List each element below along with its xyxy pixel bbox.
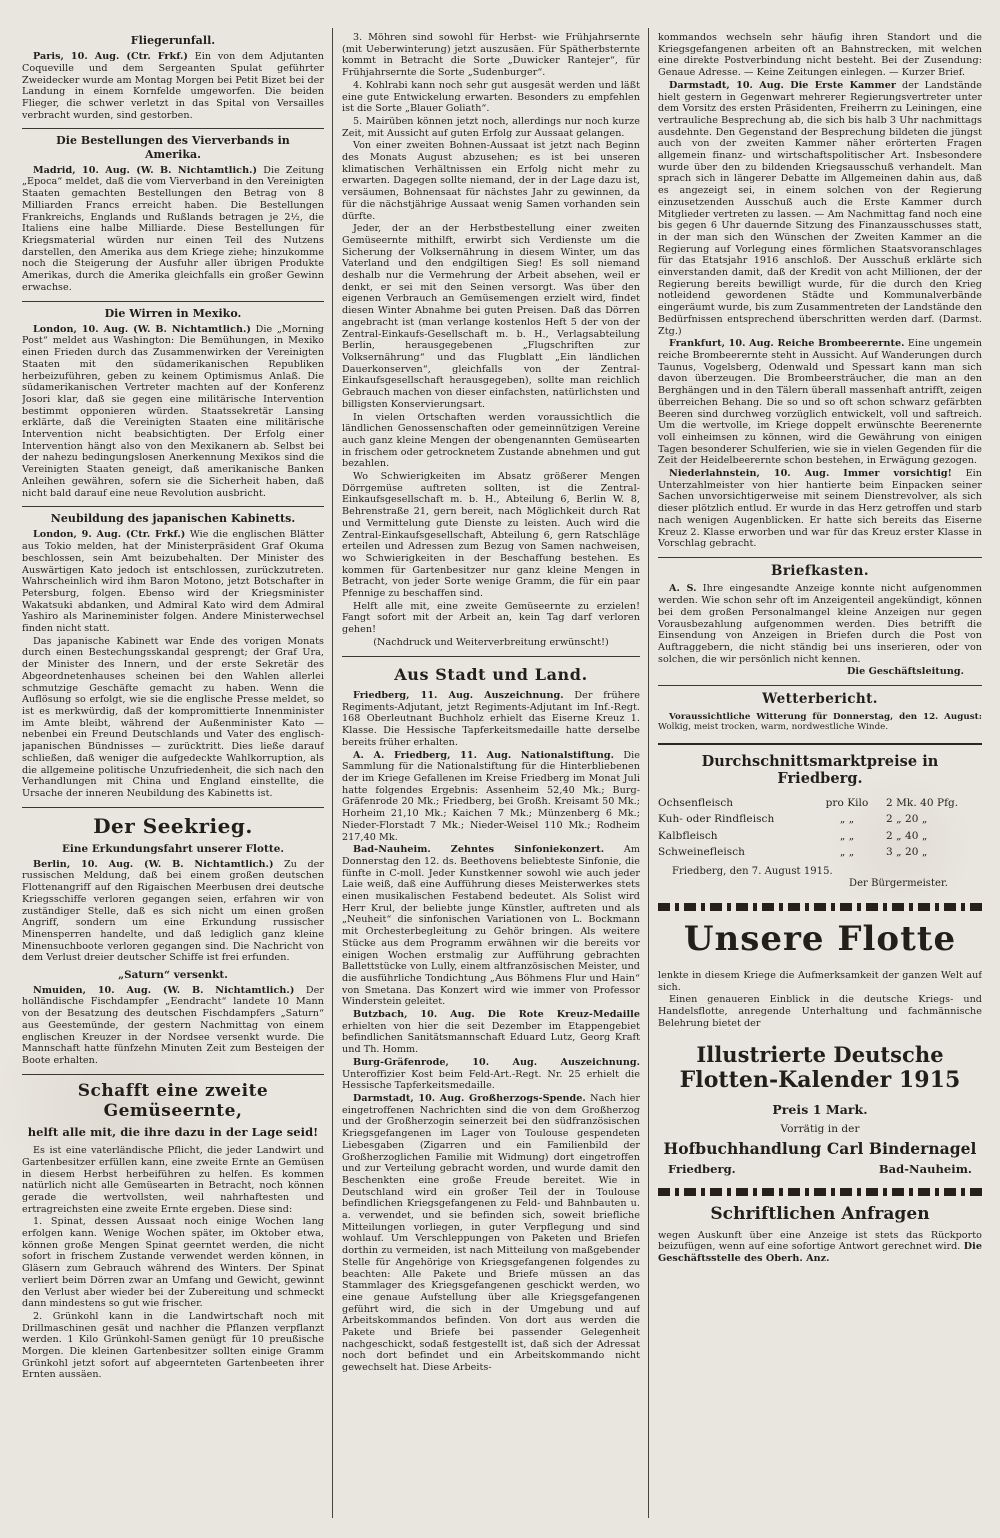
newspaper-column-2 xyxy=(342,32,640,1518)
article-paragraph: Helft alle mit, eine zweite Gemüseernte zu erzielen! Fangt sofort mit der Arbeit an, kein Tag darf verloren gehen! xyxy=(342,600,640,636)
dateline: Paris, 10. Aug. (Ctr. Frkf.) xyxy=(33,51,189,63)
price-unit: „ „ xyxy=(839,829,855,842)
news-item-niederlahnstein xyxy=(658,468,982,550)
ad-price: Preis 1 Mark. xyxy=(772,1101,868,1117)
article-paragraph xyxy=(22,51,324,121)
newspaper-column-3 xyxy=(658,32,982,1518)
section-divider xyxy=(22,506,324,507)
section-divider xyxy=(22,128,324,129)
ad-text: Einen genaueren Einblick in die deutsche Kriegs- und Handelsflotte, anregende Unterhaltung und fachmännische Belehrung bietet der xyxy=(658,994,982,1029)
subheading-gemueseernte: helft alle mit, die ihre dazu in der Lage seid! xyxy=(27,1125,319,1140)
article-paragraph: Jeder, der an der Herbstbestellung einer zweiten Gemüseernte mithilft, erwirbt sich Verdienste um die Sicherung der Volksernährung in diesem Winter, um das Vaterland und den endgiltigen Sieg! Es soll niemand deshalb nur die Vermehrung der Arbeit absehen, weil er denkt, er sei mit den Seinen versorgt. Was über den eigenen Verbrauch an Gemüsemengen erzielt wird, findet diesen Winter Abnahme bei guten Preisen. Daß das Dörren angebracht ist (man verlange kostenlos Heft 5 der von der Zentral-Einkaufs-Gesellschaft m. b. H., Verlagsabteilung Berlin, herausgegebenen „Flugschriften zur Volksernährung“ und das Flugblatt „Ein ländlichen Dauerkonserven“, gleichfalls von der Zentral-Einkaufsgesellschaft herausgegeben), sollte man reichlich Gebrauch machen von dieser einfachsten, natürlichsten und billigsten Konservierungsart. xyxy=(342,223,640,410)
article-text: Der holländische Fischdampfer „Eendracht“ landete 10 Mann von der Besatzung des deutschen Fischdampfers „Saturn“ aus Geestemünde, der gestern Nachmittag von einem englischen Kreuzer in der Nordsee versenkt wurde. Die Mannschaft hatte fünfzehn Minuten Zeit zum Besteigen der Boote erhalten. xyxy=(22,984,324,1066)
ad-availability: Vorrätig in der xyxy=(780,1123,860,1136)
article-heading-fliegerunfall: Fliegerunfall. xyxy=(130,34,216,47)
article-text: Nach hier eingetroffenen Nachrichten sind die von dem Großherzog und der Großherzogin seinerzeit bei den südfranzösischen Kriegsgefangenen im Lager von Toulouse gespendeten Liebesgaben (Zigarren und ein Familienbild der Großherzoglichen Familie mit Widmung) dort eingetroffen und zur Verteilung gebracht worden, und wurde damit den Beschenkten eine große Freude bereitet. Wie in Deutschland wird ein großer Teil der in Toulouse befindlichen Kriegsgefangenen zu Feld- und Bahnbauten u. a. verwendet, und sie befinden sich, soweit briefliche Mitteilungen vorliegen, in guter Verpflegung und sind wohlauf. Um Verschleppungen von Paketen und Briefen dorthin zu vermeiden, ist nach Mitteilung von maßgebender Stelle für Angehörige von Kriegsgefangenen folgendes zu beachten: Alle Pakete und Briefe müssen an das Stammlager des Kriegsgefangenen geschickt werden, wo eine genaue Aufstellung über alle Kriegsgefangenen geführt wird, die sich in der Umgebung und auf Arbeitskommandos befinden. Von dort aus werden die Pakete und Briefe bei passender Gelegenheit nachgeschickt, sodaß festgestellt ist, daß sich der Adressat noch dort befindet und ein Arbeitskommando nicht gewechselt hat. Diese Arbeits- xyxy=(342,1092,640,1374)
dateline: Friedberg, 11. Aug. Auszeichnung. xyxy=(353,690,564,702)
article-text: der Landstände hielt gestern in Gegenwart mehrerer Regierungsvertreter unter dem Vorsitz des ersten Präsidenten, Freiherrn zu Leiningen, eine vertrauliche Besprechung ab, die sich bis halb 3 Uhr nachmittags ausdehnte. Den Gegenstand der Besprechung bildeten die jüngst auch von der zweiten Kammer näher erörterten Fragen allgemein finanz- und wirtschaftspolitischer Art. Insbesondere wurde über den zu bildenden Kriegsausschuß verhandelt. Man sprach sich in längerer Debatte im Allgemeinen dahin aus, daß es angezeigt sei, in einem solchen von der Regierung einzusetzenden Ausschuß auch die Erste Kammer durch Mitglieder vertreten zu lassen. — Am Nachmittag fand noch eine bis gegen 6 Uhr dauernde Sitzung des Finanzausschusses statt, in der man sich den Wünschen der Zweiten Kammer an die Regierung auf Vorlegung eines förmlichen Staatsvoranschlages für das Etatsjahr 1916 anschloß. Der Ausschuß erklärte sich einverstanden damit, daß der Kredit von acht Millionen, der der Regierung bereits bewilligt wurde, für die durch den Krieg notleidend gewordenen Städte und Kommunalverbände eingeräumt wurde, bis zum Zusammentreten der Landstände den Bedürfnissen entsprechend überschritten werden darf. (Darmst. Ztg.) xyxy=(658,79,982,337)
market-price-row xyxy=(658,811,982,827)
section-divider xyxy=(22,301,324,302)
advertisement-flotte xyxy=(658,919,982,1176)
list-item-kohlrabi: 4. Kohlrabi kann noch sehr gut ausgesät werden und läßt eine gute Entwickelung erwarten. Besonders zu empfehlen ist die Sorte „Blauer Goliath“. xyxy=(342,79,640,115)
article-paragraph xyxy=(22,165,324,294)
section-heading-briefkasten: Briefkasten. xyxy=(771,562,869,579)
article-paragraph xyxy=(22,859,324,964)
article-heading-bestellungen: Die Bestellungen des Vierverbands in Amerika. xyxy=(56,134,290,161)
article-text: erhielten von hier die seit Dezember im Etappengebiet befindlichen Sanitätsmannschaft Eduard Lutz, Georg Kraft und Th. Homm. xyxy=(342,1020,640,1056)
section-divider xyxy=(658,685,982,686)
meat-name: Schweinefleisch xyxy=(658,845,745,858)
news-item-darmstadt-spende xyxy=(342,1093,640,1374)
newspaper-column-1 xyxy=(22,32,324,1518)
ad-location-friedberg: Friedberg. xyxy=(668,1161,736,1176)
article-heading-kabinett: Neubildung des japanischen Kabinetts. xyxy=(50,512,296,526)
dateline: Frankfurt, 10. Aug. Reiche Brombeerernte. xyxy=(669,338,905,350)
price-unit: pro Kilo xyxy=(825,797,869,810)
article-paragraph: Von einer zweiten Bohnen-Aussaat ist jetzt nach Beginn des Monats August abzusehen; es ist bei unseren klimatischen Verhältnissen ein Erfolg nicht mehr zu erwarten. Dagegen sollte niemand, der in der Lage dazu ist, versäumen, Bohnensaat für nächstes Jahr zu gewinnen, da für die nächstjährige Aussaat wenig Samen vorhanden sein dürfte. xyxy=(342,140,640,222)
section-divider xyxy=(22,1074,324,1075)
ad-store-locations xyxy=(658,1162,982,1176)
advertisement-border-bottom xyxy=(658,1188,982,1196)
ad-calendar-title-line2: Flotten-Kalender 1915 xyxy=(679,1067,961,1094)
news-item-frankfurt-brombeerernte xyxy=(658,338,982,467)
dateline: A. A. Friedberg, 11. Aug. Nationalstiftung. xyxy=(353,749,615,761)
ad-store-name: Hofbuchhandlung Carl Bindernagel xyxy=(663,1139,977,1158)
news-item-bad-nauheim-sinfoniekonzert xyxy=(342,844,640,1008)
price-value: 2 „ 40 „ xyxy=(886,829,928,842)
section-divider xyxy=(658,557,982,558)
anfragen-text xyxy=(658,1230,982,1265)
article-paragraph xyxy=(22,529,324,634)
meat-name: Kalbfleisch xyxy=(658,829,718,842)
section-heading-stadt-und-land: Aus Stadt und Land. xyxy=(394,664,588,684)
price-unit: „ „ xyxy=(839,813,855,826)
article-text: Ihre eingesandte Anzeige konnte nicht aufgenommen werden. Wie schon sehr oft im Anzeigenteil angekündigt, können bei dem großen Personalmangel kleine Anzeigen nur gegen Vorausbezahlung aufgenommen werden. Dies betrifft die Einsendung von Anzeigen in Briefen durch die Post von Auftraggebern, die nicht ständig bei uns inserieren, oder von solchen, die wir persönlich nicht kennen. xyxy=(658,583,982,665)
ad-location-bad-nauheim: Bad-Nauheim. xyxy=(878,1161,972,1176)
column-divider-left xyxy=(332,28,333,1518)
continuation-text: kommandos wechseln sehr häufig ihren Standort und die Kriegsgefangenen arbeiten oft an Bahnstrecken, mit welchen eine direkte Postverbindung nicht besteht. Bei der Zusendung: Genaue Adresse. — Keine Zeitungen einlegen. — Kurzer Brief. xyxy=(658,32,982,79)
list-item-mairueben: 5. Mairüben können jetzt noch, allerdings nur noch kurze Zeit, mit Aussicht auf guten Erfolg zur Aussaat gelangen. xyxy=(342,115,640,139)
dateline: Darmstadt, 10. Aug. Großherzogs-Spende. xyxy=(353,1092,586,1104)
article-text: Der frühere Regiments-Adjutant, jetzt Regiments-Adjutant im Inf.-Regt. 168 Oberleutnant Buchholz erhielt das Eiserne Kreuz 1. Klasse. Die Hessische Tapferkeitsmedaille hatte derselbe bereits früher erhalten. xyxy=(342,690,640,748)
news-item-friedberg-auszeichnung xyxy=(342,690,640,749)
dateline: London, 9. Aug. (Ctr. Frkf.) xyxy=(33,529,186,541)
section-heading-gemueseernte: Schafft eine zweite Gemüseernte, xyxy=(77,1080,269,1122)
article-text: Wie die englischen Blätter aus Tokio melden, hat der Ministerpräsident Graf Okuma beschlossen, sein Amt beizubehalten. Der Minister des Auswärtigen Kato jedoch ist entschlossen, zurückzutreten. Wahrscheinlich wird ihm Baron Motono, jetzt Botschafter in Petersburg, folgen. Ebenso wird der Kriegsminister Wakatsuki abdanken, und Admiral Kato wird dem Admiral Yashiro als Marineminister folgen. Andere Ministerwechsel finden nicht statt. xyxy=(22,529,324,635)
article-text: Die Sammlung für die Nationalstiftung für die Hinterbliebenen der im Kriege Gefallenen im Kreise Friedberg im Monat Juli hatte folgendes Ergebnis: Assenheim 52,40 Mk.; Burg-Gräfenrode 20 Mk.; Friedberg, bei Großh. Kreisamt 50 Mk.; Horheim 21,10 Mk.; Kaichen 7 Mk.; Münzenberg 6 Mk.; Nieder-Florstadt 7 Mk.; Nieder-Weisel 110 Mk.; Rodheim 217,40 Mk. xyxy=(342,749,640,843)
ad-title: Unsere Flotte xyxy=(683,918,957,959)
weather-text: Wolkig, meist trocken, warm, nordwestliche Winde. xyxy=(658,722,889,733)
article-text: Zu der russischen Meldung, daß bei einem großen deutschen Flottenangriff auf den Rigaischen Meerbusen drei deutsche Kriegsschiffe verloren gegangen seien, erfahren wir von zuständiger Stelle, daß es sich nicht um einen großen Angriff, sondern um eine Erkundung russischer Minensperren handelte, und daß lediglich ganz kleine Minensuchboote verloren gegangen sind. Die Nachricht von dem Verlust dreier deutscher Schiffe ist frei erfunden. xyxy=(22,858,324,964)
news-item-burg-graefenrode xyxy=(342,1057,640,1092)
ad-calendar-title-line1: Illustrierte Deutsche xyxy=(696,1041,944,1067)
market-signature: Der Bürgermeister. xyxy=(849,878,948,890)
market-prices-heading: Durchschnittsmarktpreise in Friedberg. xyxy=(701,752,939,788)
article-text: Eine ungemein reiche Brombeerernte steht in Aussicht. Auf Wanderungen durch Taunus, Vogelsberg, Odenwald und Spessart kann man sich davon überzeugen. Die Brombeersträucher, die man an den Berghängen und in den Tälern überall massenhaft antrifft, zeigen überreichen Behang. Die so und so oft schon schwarz gefärbten Beeren sind durchweg vorzüglich entwickelt, voll und saftreich. Um die wertvolle, im Kriege doppelt erwünschte Beerenernte voll einheimsen zu können, wird die Gewährung von einigen Tagen besonderer Schulferien, wie sie in vielen Gegenden für die Zeit der Heidelbeerernte schon bestehen, in Erwägung gezogen. xyxy=(658,338,982,467)
price-value: 2 „ 20 „ xyxy=(886,813,928,826)
article-paragraph: In vielen Ortschaften werden voraussichtlich die ländlichen Genossenschaften oder gemeinnützigen Vereine auch ganz kleine Mengen der obengenannten Gemüsearten in frischem oder getrocknetem Zustande abnehmen und gut bezahlen. xyxy=(342,411,640,470)
meat-name: Kuh- oder Rindfleisch xyxy=(658,813,775,826)
dateline: Butzbach, 10. Aug. Die Rote Kreuz-Medaille xyxy=(353,1009,640,1021)
article-paragraph: Das japanische Kabinett war Ende des vorigen Monats durch einen Bestechungsskandal gesprengt; der Graf Ura, der Minister des Innern, und der erste Sekretär des Abgeordnetenhauses scheinen bei den Wahlen allerlei schmutzige Geschäfte gemacht zu haben. Wenn die Auflösung so erfolgt, wie sie die englische Presse meldet, so ist es merkwürdig, daß der kompromittierte Innenminister im Amte bleibt, während der Außenminister Kato — nebenbei ein Freund Deutschlands und Vater des englisch-japanischen Bündnisses — zurücktritt. Dies ließe darauf schließen, daß weniger die aufgedeckte Wahlkorruption, als die allgemeine politische Unzufriedenheit, die sich nach den Verhandlungen mit China und England einstellte, die Ursache der inneren Neubildung des Kabinetts ist. xyxy=(22,635,324,799)
article-text: Ein von dem Adjutanten Coqueville und dem Sergeanten Spulat geführter Zweidecker wurde am Montag Morgen bei Petit Bizet bei der Landung in einem Kornfelde umgeworfen. Die beiden Flieger, die schwer verletzt in das Spital von Versailles verbracht wurden, sind gestorben. xyxy=(22,51,324,121)
list-item-moehren: 3. Möhren sind sowohl für Herbst- wie Frühjahrsernte (mit Ueberwinterung) jetzt auszusäen. Für Spätherbsternte kommt in Betracht die Sorte „Duwicker Rantejer“, für Frühjahrsernte die Sorte „Sudenburger“. xyxy=(342,32,640,79)
section-divider-heavy xyxy=(658,743,982,745)
section-divider xyxy=(22,807,324,808)
dateline: Nmuiden, 10. Aug. (W. B. Nichtamtlich.) xyxy=(33,984,295,996)
subheading-erkundungsfahrt: Eine Erkundungsfahrt unserer Flotte. xyxy=(61,843,285,855)
price-unit: „ „ xyxy=(839,845,855,858)
news-item-darmstadt-kammer xyxy=(658,80,982,337)
article-text: Unteroffizier Kost beim Feld-Art.-Regt. Nr. 25 erhielt die Hessische Tapferkeitsmedaille. xyxy=(342,1068,640,1092)
section-divider xyxy=(342,656,640,657)
anfragen-signature: Die Geschäftsstelle des Oberh. Anz. xyxy=(658,1241,982,1265)
anfragen-body: wegen Auskunft über eine Anzeige ist stets das Rückporto beizufügen, wenn auf eine sofortige Antwort gerechnet wird. xyxy=(658,1229,982,1253)
dateline: Burg-Gräfenrode, 10. Aug. Auszeichnung. xyxy=(353,1056,640,1068)
section-heading-anfragen: Schriftlichen Anfragen xyxy=(710,1203,930,1224)
meat-name: Ochsenfleisch xyxy=(658,797,734,810)
ad-text: lenkte in diesem Kriege die Aufmerksamkeit der ganzen Welt auf sich. xyxy=(658,970,982,993)
market-price-row xyxy=(658,828,982,844)
article-text: Ein Unterzahlmeister von hier hantierte beim Einpacken seiner Sachen unvorsichtigerweise mit seinem Dienstrevolver, als sich dieser plötzlich entlud. Er wurde in das Herz getroffen und starb nach wenigen Augenblicken. Er hatte sich bereits das Eiserne Kreuz 2. Klasse erworben und war für das Kreuz erster Klasse in Vorschlag gebracht. xyxy=(658,468,982,550)
price-value: 3 „ 20 „ xyxy=(886,845,928,858)
dateline: London, 10. Aug. (W. B. Nichtamtlich.) xyxy=(33,323,252,335)
article-paragraph: Es ist eine vaterländische Pflicht, die jeder Landwirt und Gartenbesitzer erfüllen kann, eine zweite Ernte an Gemüsen in diesem Herbst herbeiführen zu helfen. Es kommen natürlich nicht alle Gemüsearten in Betracht, noch können gerade die wertvollsten, weil nahrhaftesten und ertragreichsten eine zweite Ernte ergeben. Diese sind: xyxy=(22,1145,324,1215)
article-paragraph xyxy=(22,324,324,500)
price-value: 2 Mk. 40 Pfg. xyxy=(886,797,959,810)
weather-forecast xyxy=(658,712,982,733)
list-item-spinat: 1. Spinat, dessen Aussaat noch einige Wochen lang erfolgen kann. Wenige Wochen später, im Oktober etwa, können große Mengen Spinat geerntet werden, die nicht sofort in frischem Zustande verwendet werden können, in Gläsern zum Gebrauch während des Winters. Der Spinat verliert beim Dörren zwar an Umfang und Gewicht, gewinnt den Verlust aber wieder bei der Zubereitung und schmeckt dann mindestens so gut wie frischer. xyxy=(22,1216,324,1310)
briefkasten-signature: Die Geschäftsleitung. xyxy=(847,666,964,678)
dateline: Darmstadt, 10. Aug. Die Erste Kammer xyxy=(669,79,896,91)
subheading-saturn: „Saturn“ versenkt. xyxy=(118,969,228,982)
advertisement-border-top xyxy=(658,903,982,911)
dateline: Berlin, 10. Aug. (W. B. Nichtamtlich.) xyxy=(33,858,274,870)
dateline: Bad-Nauheim. Zehntes Sinfoniekonzert. xyxy=(353,844,605,856)
market-price-row xyxy=(658,844,982,860)
section-heading-wetterbericht: Wetterbericht. xyxy=(762,691,878,708)
market-dateline: Friedberg, den 7. August 1915. xyxy=(672,866,833,878)
article-text: Am Donnerstag den 12. ds. Beethovens beliebteste Sinfonie, die fünfte in C-moll. Jeder Kunstkenner sowohl wie auch jeder Laie weiß, daß eine Aufführung dieses Meisterwerkes stets einen musikalischen Festabend bedeutet. Als Solist wird Herr Krul, der beliebte junge Künstler, auftreten und als „Neuheit“ die sinfonischen Variationen von L. Bockmann mit Orchesterbegleitung zu Gehör bringen. Als weitere Stücke aus dem Programm erwähnen wir die bereits vor einigen Wochen erstmalig zur Aufführung gebrachten Ballettstücke von Lully, einem altfranzösischen Meister, und die ausführliche Tondichtung „Aus Böhmens Flur und Hain“ von Smetana. Das Konzert wird wie immer von Professor Winderstein geleitet. xyxy=(342,844,640,1008)
reprint-note: (Nachdruck und Weiterverbreitung erwünscht!) xyxy=(373,636,609,648)
article-text: Die Zeitung „Epoca“ meldet, daß die vom Vierverband in den Vereinigten Staaten gemachten Bestellungen den Betrag von 8 Milliarden Francs erreicht haben. Die Bestellungen Frankreichs, Englands und Rußlands betragen je 2½, die Italiens eine halbe Milliarde. Diese Bestellungen für Kriegsmaterial würden nur einen Teil des Nutzens darstellen, den Amerika aus dem Kriege ziehe; hinzukomme noch die Steigerung der Ausfuhr aller übrigen Produkte Amerikas, durch die Amerika gleichfalls ein großer Gewinn erwachse. xyxy=(22,164,324,293)
article-paragraph: Wo Schwierigkeiten im Absatz größerer Mengen Dörrgemüse auftreten sollten, ist die Zentral-Einkaufsgesellschaft m. b. H., Abteilung 6, Berlin W. 8, Behrenstraße 21, gern bereit, nach Möglichkeit durch Rat und Vermittelung gute Dienste zu leisten. Auch wird die Zentral-Einkaufsgesellschaft, Abteilung 6, gern Ratschläge erteilen und Adressen zum Bezug von Samen nachweisen, wo Schwierigkeiten in der Beschaffung bestehen. Es kommen für Gartenbesitzer nur ganz kleine Mengen in Betracht, von jeder Sorte wenige Gramm, die für ein paar Pfennige zu beschaffen sind. xyxy=(342,471,640,600)
news-item-butzbach-medaille xyxy=(342,1009,640,1056)
news-item-friedberg-nationalstiftung xyxy=(342,750,640,844)
article-paragraph xyxy=(22,985,324,1067)
briefkasten-initials: A. S. xyxy=(669,583,697,595)
section-heading-seekrieg: Der Seekrieg. xyxy=(93,813,253,838)
market-price-row xyxy=(658,795,982,811)
article-heading-mexiko: Die Wirren in Mexiko. xyxy=(104,306,242,320)
briefkasten-text xyxy=(658,583,982,665)
dateline: Madrid, 10. Aug. (W. B. Nichtamtlich.) xyxy=(33,164,258,176)
weather-lead: Voraussichtliche Witterung für Donnerstag, den 12. August: xyxy=(669,711,982,722)
article-text: Die „Morning Post“ meldet aus Washington: Die Bemühungen, in Mexiko einen Frieden durch das Zusammenwirken der Vereinigten Staaten mit den südamerikanischen Republiken herbeizuführen, geben zu keinem Optimismus Anlaß. Die südamerikanischen Vertreter machten auf der Konferenz Josori klar, daß sie gegen eine militärische Intervention bestimmt opponieren würden. Staatssekretär Lansing erklärte, daß die Vereinigten Staaten eine militärische Intervention nicht beabsichtigten. Der Erfolg einer Intervention hängt also von den Mexikanern ab. Selbst bei der nahezu bedingungslosen Anerkennung Mexikos sind die Vereinigten Staaten geneigt, daß amerikanische Banken Anleihen gewähren, sofern sie die Sicherheit haben, daß nicht bald darauf eine neue Revolution ausbricht. xyxy=(22,323,324,499)
list-item-gruenkohl: 2. Grünkohl kann in die Landwirtschaft noch mit Drillmaschinen gesät und nachher die Pflanzen verpflanzt werden. 1 Kilo Grünkohl-Samen genügt für 10 preußische Morgen. Die kleinen Gartenbesitzer sollten einige Gramm Grünkohl jetzt sofort auf abgeernteten Gartenbeeten ihrer Ernten aussäen. xyxy=(22,1310,324,1381)
column-divider-right xyxy=(648,28,649,1518)
dateline: Niederlahnstein, 10. Aug. Immer vorsichtig! xyxy=(669,468,952,480)
